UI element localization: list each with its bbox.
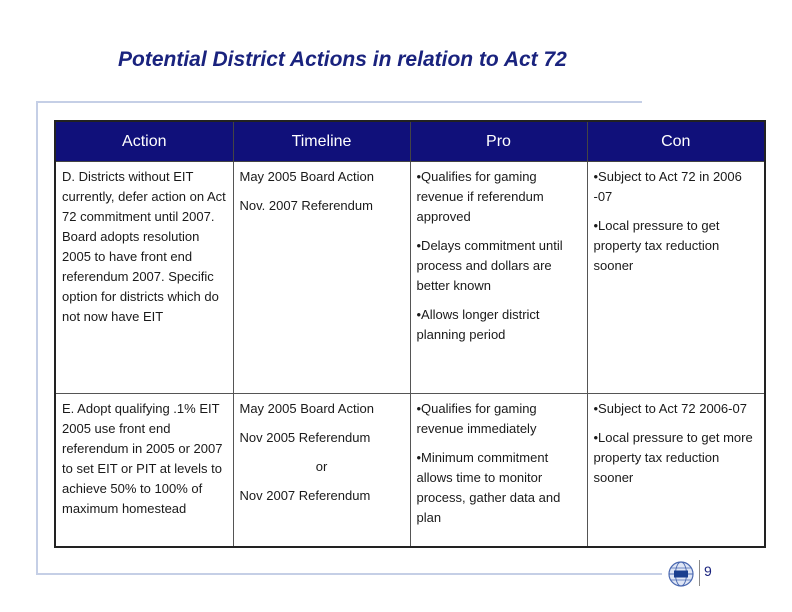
con-bullet: •Subject to Act 72 in 2006 -07: [593, 169, 742, 204]
cell-action: [55, 162, 233, 394]
action-text: E. Adopt qualifying .1% EIT 2005 use front end referendum in 2005 or 2007 to set EIT or PIT at levels to achieve 50% to 100% of maximum homestead: [62, 401, 223, 516]
timeline-item: or: [315, 459, 328, 474]
timeline-item: May 2005 Board Action: [239, 169, 374, 184]
frame-line-bottom: [36, 573, 662, 575]
cell-pro: [410, 394, 587, 548]
timeline-item: Nov. 2007 Referendum: [239, 198, 373, 213]
page-number: 9: [704, 563, 712, 579]
con-bullet: •Subject to Act 72 2006-07: [593, 401, 747, 416]
con-bullet: •Local pressure to get property tax reduction sooner: [593, 218, 720, 273]
header-pro: Pro: [410, 121, 587, 162]
con-bullet: •Local pressure to get more property tax reduction sooner: [593, 430, 753, 485]
cell-con: [587, 162, 765, 394]
timeline-item: Nov 2005 Referendum: [239, 430, 371, 445]
header-action: Action: [55, 121, 233, 162]
timeline-item: Nov 2007 Referendum: [239, 488, 371, 503]
pro-bullet: •Delays commitment until process and dollars are better known: [416, 238, 563, 293]
actions-table: [54, 120, 766, 548]
cell-action: [55, 394, 233, 548]
frame-line-left: [36, 101, 38, 575]
timeline-item: May 2005 Board Action: [239, 401, 374, 416]
slide-title: Potential District Actions in relation to Act 72: [118, 48, 567, 71]
cell-timeline: [233, 394, 410, 548]
pro-bullet: •Qualifies for gaming revenue if referendum approved: [416, 169, 544, 224]
header-timeline: Timeline: [233, 121, 410, 162]
frame-line-top: [36, 101, 642, 103]
table-header-row: [55, 121, 765, 162]
cell-timeline: [233, 162, 410, 394]
pro-bullet: •Allows longer district planning period: [416, 307, 540, 342]
action-text: D. Districts without EIT currently, defer action on Act 72 commitment until 2007. Board adopts resolution 2005 to have front end referendum 2007. Specific option for districts which do not now have EIT: [62, 169, 226, 324]
table-row: [55, 394, 765, 548]
cell-con: [587, 394, 765, 548]
pro-bullet: •Qualifies for gaming revenue immediately: [416, 401, 537, 436]
header-con: Con: [587, 121, 765, 162]
pem-globe-logo-icon: [666, 560, 696, 588]
table-row: [55, 162, 765, 394]
pro-bullet: •Minimum commitment allows time to monitor process, gather data and plan: [416, 450, 561, 525]
footer-divider: [699, 560, 700, 586]
cell-pro: [410, 162, 587, 394]
